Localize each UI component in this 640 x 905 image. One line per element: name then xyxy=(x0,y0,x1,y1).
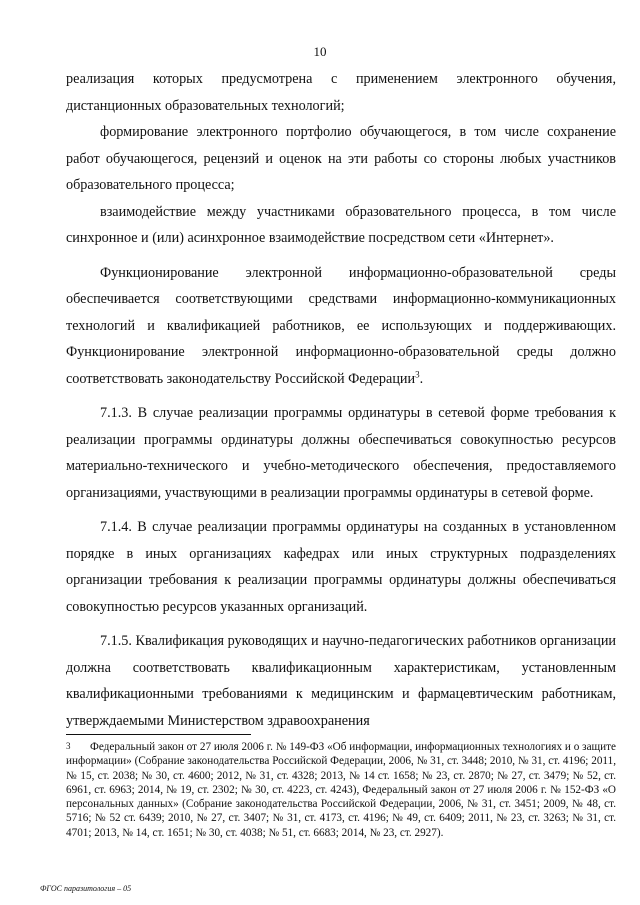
paragraph-4 xyxy=(66,260,616,393)
body-text xyxy=(66,66,616,734)
footnote-mark: 3 xyxy=(66,741,71,751)
paragraph-4-text: Функционирование электронной информационно-образовательной среды обеспечивается соответствующими средствами информационно-коммуникационных технологий и квалификацией работников, ее использующих и поддерживающих. Функционирование электронной информационно-образовательной среды должно соответствовать законодательству Российской Федерации xyxy=(66,264,616,387)
paragraph-section-7-1-3: 7.1.3. В случае реализации программы ординатуры в сетевой форме требования к реализации программы ординатуры должны обеспечиваться совокупностью ресурсов материально-технического и учебно-методического обеспечения, предоставляемого организациями, участвующими в реализации программы ординатуры в сетевой форме. xyxy=(66,405,616,501)
footnote-reference[interactable]: 3 xyxy=(415,368,420,379)
page-footer: ФГОС паразитология – 05 xyxy=(40,884,132,893)
footnote-text: Федеральный закон от 27 июля 2006 г. № 149-ФЗ «Об информации, информационных технологиях и о защите информации» (Собрание законодательства Российской Федерации, 2006, № 31, ст. 3448; 2010, № 31, ст. 4196; 2011, № 15, ст. 2038; № 30, ст. 4600; 2012, № 31, ст. 4328; 2013, № 14 ст. 1658; № 23, ст. 2870; № 27, ст. 3479; № 52, ст. 6961, ст. 6963; 2014, № 19, ст. 2302; № 30, ст. 4223, ст. 4243), Федеральный закон от 27 июля 2006 г. № 152-ФЗ «О персональных данных» (Собрание законодательства Российской Федерации, 2006, № 31, ст. 3451; 2009, № 48, ст. 5716; № 52 ст. 6439; 2010, № 27, ст. 3407; № 31, ст. 4173, ст. 4196; № 49, ст. 6409; 2011, № 23, ст. 3263; № 31, ст. 4701; 2013, № 14, ст. 1651; № 30, ст. 4038; № 51, ст. 6683; 2014, № 23, ст. 2927). xyxy=(66,741,616,839)
paragraph-3: взаимодействие между участниками образовательного процесса, в том числе синхронное и (или) асинхронное взаимодействие посредством сети «Интернет». xyxy=(66,203,616,246)
paragraph-1: реализация которых предусмотрена с применением электронного обучения, дистанционных образовательных технологий; xyxy=(66,71,616,114)
paragraph-section-7-1-4: 7.1.4. В случае реализации программы ординатуры на созданных в установленном порядке в иных организациях кафедрах или иных структурных подразделениях организации требования к реализации программы ординатуры должны обеспечиваться совокупностью ресурсов указанных организаций. xyxy=(66,519,616,615)
paragraph-4-end: . xyxy=(419,370,424,387)
paragraph-2: формирование электронного портфолио обучающегося, в том числе сохранение работ обучающегося, рецензий и оценок на эти работы со стороны любых участников образовательного процесса; xyxy=(66,124,616,193)
footnote xyxy=(66,740,616,840)
paragraph-section-7-1-5: 7.1.5. Квалификация руководящих и научно-педагогических работников организации должна соответствовать квалификационным характеристикам, установленным квалификационными требованиями к медицинским и фармацевтическим работникам, утверждаемыми Министерством здравоохранения xyxy=(66,633,616,729)
footnote-separator xyxy=(66,734,251,735)
page-number: 10 xyxy=(313,44,327,59)
